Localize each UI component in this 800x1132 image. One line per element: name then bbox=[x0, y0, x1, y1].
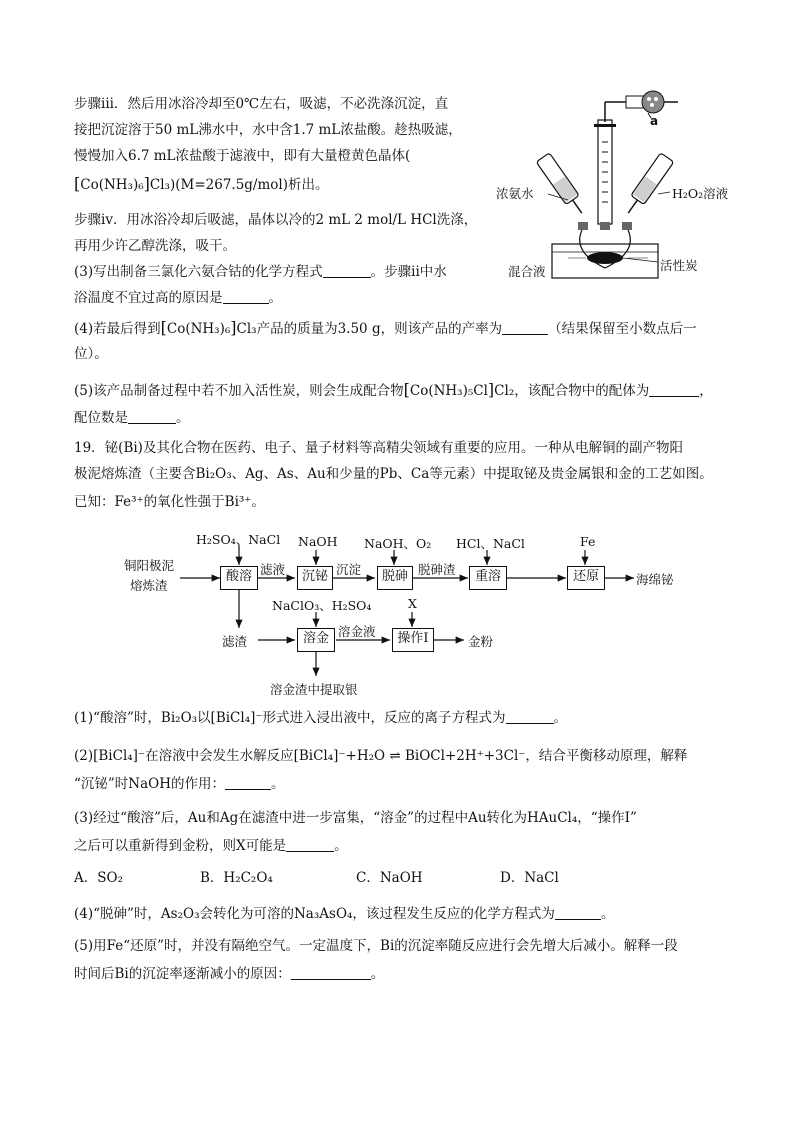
box-acid-dissolve: 酸溶 bbox=[220, 566, 258, 590]
q5-line1: (5)该产品制备过程中若不加入活性炭，则会生成配合物[Co(NH₃)₅Cl]Cl₂，该配合物中的配体为 ， bbox=[74, 380, 713, 399]
sq2-text-2b: 。 bbox=[271, 776, 285, 792]
product-bismuth: 海绵铋 bbox=[636, 572, 674, 587]
option-b[interactable]: B．H₂C₂O₄ bbox=[200, 870, 273, 886]
apparatus-label-carbon: 活性炭 bbox=[660, 258, 698, 273]
sq2-line2 bbox=[74, 774, 285, 794]
q19-line2: 极泥熔炼渣（主要含Bi₂O₃、Ag、As、Au和少量的Pb、Ca等元素）中提取铋及贵金属银和金的工艺如图。 bbox=[74, 466, 713, 482]
q19-line1: 19．铋(Bi)及其化合物在医药、电子、量子材料等高精尖领域有重要的应用。一种从电解铜的副产物阳 bbox=[74, 440, 683, 456]
q5-complex: Co(NH₃)₅Cl bbox=[409, 383, 488, 399]
q5-text-b: Cl₂，该配合物中的配体为 bbox=[494, 383, 650, 399]
flow-start-1: 铜阳极泥 bbox=[124, 558, 175, 573]
option-d[interactable]: D．NaCl bbox=[500, 870, 559, 886]
sq5-line1: (5)用Fe“还原”时，并没有隔绝空气。一定温度下，Bi的沉淀率随反应进行会先增大后减小。解释一段 bbox=[74, 938, 678, 954]
edge-dearsenic-residue: 脱砷渣 bbox=[418, 562, 456, 577]
q3-text: (3)写出制备三氯化六氨合钴的化学方程式 bbox=[74, 264, 323, 280]
reagent-gold: NaClO₃、H₂SO₄ bbox=[272, 598, 372, 613]
step3-line1: 步骤iii．然后用冰浴冷却至0℃左右，吸滤，不必洗涤沉淀，直 bbox=[74, 96, 449, 112]
q4-text-b: Cl₃产品的质量为3.50 g，则该产品的产率为 bbox=[236, 321, 503, 337]
q4-complex: Co(NH₃)₆ bbox=[166, 321, 231, 337]
q5-text-2: 配位数是 bbox=[74, 410, 128, 426]
apparatus-label-h2o2: H₂O₂溶液 bbox=[672, 186, 729, 201]
flow-start-2: 熔炼渣 bbox=[130, 578, 168, 593]
answer-blank[interactable] bbox=[555, 905, 601, 920]
product-gold: 金粉 bbox=[468, 634, 494, 649]
q5-text-c: ， bbox=[699, 383, 713, 399]
sq4-text: (4)“脱砷”时，As₂O₃会转化为可溶的Na₃AsO₄，该过程发生反应的化学方程式为 bbox=[74, 906, 555, 922]
q4-text-c: （结果保留至小数点后一 bbox=[548, 321, 697, 337]
edge-gold-solution: 溶金液 bbox=[338, 624, 376, 639]
box-redissolve: 重溶 bbox=[469, 566, 507, 590]
reagent-reduce: Fe bbox=[580, 534, 596, 549]
sq5-text-2: 时间后Bi的沉淀率逐渐减小的原因： bbox=[74, 966, 291, 982]
answer-blank[interactable] bbox=[291, 965, 371, 980]
sq1-text-b: 。 bbox=[553, 710, 568, 726]
sq2-line1: (2)[BiCl₄]⁻在溶液中会发生水解反应[BiCl₄]⁻+H₂O ⇌ BiOCl+2H⁺+3Cl⁻，结合平衡移动原理，解释 bbox=[74, 748, 688, 764]
apparatus-label-mix: 混合液 bbox=[508, 264, 546, 279]
edge-residue: 滤渣 bbox=[222, 634, 248, 649]
step3-line4-text: Cl₃)(M=267.5g/mol)析出。 bbox=[149, 177, 329, 193]
step3-line3: 慢慢加入6.7 mL浓盐酸于滤液中，即有大量橙黄色晶体( bbox=[74, 148, 411, 164]
apparatus-label-ammonia: 浓氨水 bbox=[496, 186, 534, 201]
reagent-redissolve: HCl、NaCl bbox=[456, 536, 525, 551]
q5-text-a: (5)该产品制备过程中若不加入活性炭，则会生成配合物 bbox=[74, 383, 404, 399]
box-dearsenic: 脱砷 bbox=[377, 566, 413, 590]
reagent-as: NaOH、O₂ bbox=[364, 536, 432, 551]
apparatus-label-a: a bbox=[650, 114, 659, 128]
sq1-text: (1)“酸溶”时，Bi₂O₃以[BiCl₄]⁻形式进入浸出液中，反应的离子方程式为 bbox=[74, 710, 506, 726]
step4-line1: 步骤iv．用冰浴冷却后吸滤，晶体以冷的2 mL 2 mol/L HCl洗涤， bbox=[74, 212, 478, 228]
sq4-text-b: 。 bbox=[600, 906, 615, 922]
box-gold-dissolve: 溶金 bbox=[297, 628, 335, 652]
answer-blank[interactable] bbox=[225, 775, 271, 790]
q3-text-2: 浴温度不宜过高的原因是 bbox=[74, 290, 223, 306]
box-reduce: 还原 bbox=[567, 566, 605, 590]
step4-line2: 再用少许乙醇洗涤，吸干。 bbox=[74, 238, 236, 254]
option-c[interactable]: C．NaOH bbox=[356, 870, 423, 886]
reagent-bi: NaOH bbox=[298, 534, 338, 549]
answer-blank[interactable] bbox=[506, 709, 554, 724]
box-operation-1: 操作I bbox=[392, 628, 434, 652]
box-bi-precipitate: 沉铋 bbox=[297, 566, 333, 590]
edge-filtrate: 滤液 bbox=[260, 562, 286, 577]
q4-line1: (4)若最后得到[Co(NH₃)₆]Cl₃产品的质量为3.50 g，则该产品的产率为 （结果保留至小数点后一 bbox=[74, 318, 697, 337]
answer-blank[interactable] bbox=[286, 837, 334, 852]
option-a[interactable]: A．SO₂ bbox=[74, 870, 123, 886]
sq5-line2 bbox=[74, 964, 384, 984]
reagent-x: X bbox=[408, 596, 417, 611]
complex-bracket: [ bbox=[74, 174, 81, 193]
step3-line2: 接把沉淀溶于50 mL沸水中，水中含1.7 mL浓盐酸。趁热吸滤， bbox=[74, 122, 462, 138]
q3-text-b: 。步骤ii中水 bbox=[370, 264, 447, 280]
sq3-text-2b: 。 bbox=[334, 838, 348, 854]
sq5-text-2b: 。 bbox=[370, 966, 385, 982]
q5-text-2b: 。 bbox=[176, 410, 190, 426]
q3-text-2b: 。 bbox=[268, 290, 282, 306]
sq3-line1: (3)经过“酸溶”后，Au和Ag在滤渣中进一步富集，“溶金”的过程中Au转化为HAuCl₄，“操作I” bbox=[74, 810, 637, 826]
sq3-text-2: 之后可以重新得到金粉，则X可能是 bbox=[74, 838, 287, 854]
reagent-acid: H₂SO₄、NaCl bbox=[196, 532, 281, 547]
q4-text-a: (4)若最后得到 bbox=[74, 321, 161, 337]
product-silver: 溶金渣中提取银 bbox=[270, 682, 358, 697]
sq4-line bbox=[74, 904, 614, 924]
q19-line3: 已知：Fe³⁺的氧化性强于Bi³⁺。 bbox=[74, 494, 265, 510]
step3-line4: [Co(NH₃)₆]Cl₃)(M=267.5g/mol)析出。 bbox=[74, 174, 329, 193]
sq3-line2 bbox=[74, 836, 348, 856]
q4-line2: 位）。 bbox=[74, 346, 108, 362]
sq2-text-2: “沉铋”时NaOH的作用： bbox=[74, 776, 226, 792]
edge-precipitate: 沉淀 bbox=[336, 562, 362, 577]
complex-formula: Co(NH₃)₆ bbox=[80, 177, 144, 193]
sq1-line bbox=[74, 708, 567, 728]
